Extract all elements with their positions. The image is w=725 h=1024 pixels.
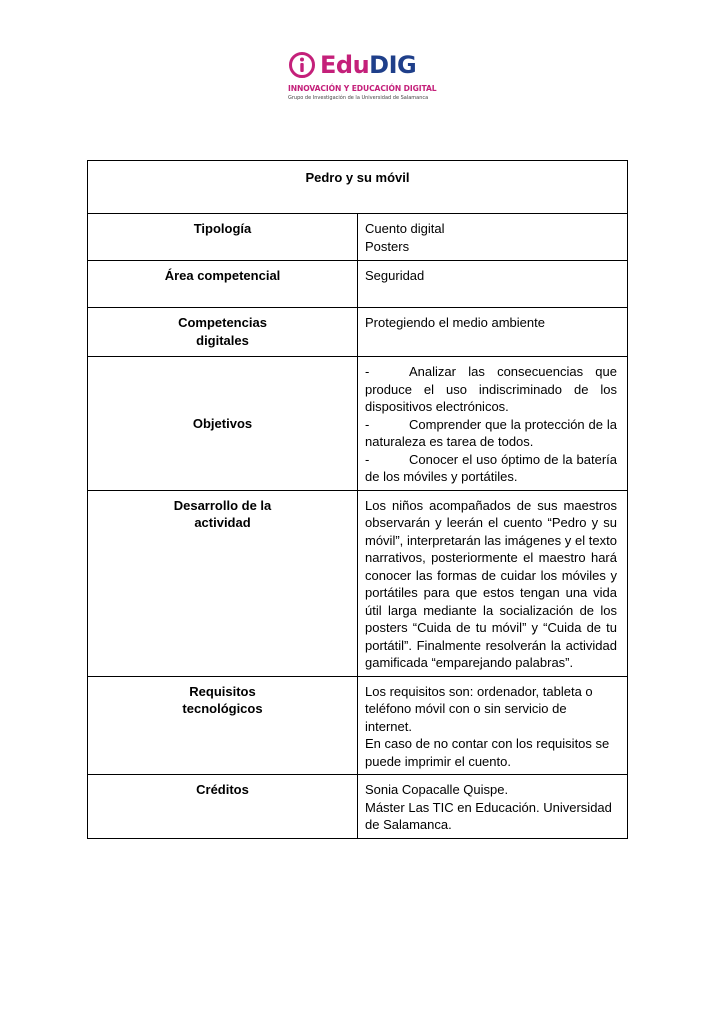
objective-item: - Comprender que la protección de la naturaleza es tarea de todos. — [365, 416, 617, 449]
row-label — [88, 490, 358, 676]
logo-wordmark — [320, 51, 416, 79]
info-circle-icon — [288, 51, 316, 79]
row-area — [88, 261, 628, 308]
label-line: Desarrollo de la — [173, 497, 272, 513]
logo-brand-dig: DIG — [369, 51, 417, 79]
content-line: Sonia Copacalle Quispe. — [365, 782, 509, 797]
title-row — [88, 161, 628, 214]
objective-text: Conocer el uso óptimo de la batería de los móviles y portátiles. — [365, 451, 617, 484]
row-content — [358, 775, 628, 839]
row-desarrollo — [88, 490, 628, 676]
row-label — [88, 676, 358, 775]
content-line: Protegiendo el medio ambiente — [365, 315, 545, 330]
row-label — [88, 308, 358, 357]
row-label: Objetivos — [88, 357, 358, 491]
row-objetivos — [88, 357, 628, 491]
row-label: Créditos — [88, 775, 358, 839]
content-paragraph: Los requisitos son: ordenador, tableta o teléfono móvil con o sin servicio de internet. — [365, 683, 593, 734]
activity-title: Pedro y su móvil — [88, 161, 628, 214]
logo-brand-edu: Edu — [320, 51, 370, 79]
edudig-logo — [288, 50, 438, 110]
label-line: Competencias — [178, 315, 267, 330]
content-line: Seguridad — [365, 268, 425, 283]
row-competencias — [88, 308, 628, 357]
content-line: Posters — [365, 238, 410, 254]
label-line: Requisitos — [189, 683, 256, 699]
row-content: Los niños acompañados de sus maestros observarán y leerán el cuento “Pedro y su móvil”, interpretarán las imágenes y el texto narrativos, posteriormente el maestro hará conocer las formas de cuidar los móviles y portátiles para que estos tengan una vida útil larga mediante la socialización de los posters “Cuida de tu móvil” y “Cuida de tu portátil”. Finalmente resolverán la actividad gamificada “emparejando palabras”. — [358, 490, 628, 676]
row-content — [358, 214, 628, 261]
label-line: digitales — [196, 332, 249, 348]
objective-text: Comprender que la protección de la naturaleza es tarea de todos. — [365, 416, 617, 449]
row-creditos — [88, 775, 628, 839]
content-paragraph: En caso de no contar con los requisitos se puede imprimir el cuento. — [365, 736, 610, 769]
objective-item: - Analizar las consecuencias que produce el uso indiscriminado de los dispositivos electrónicos. — [365, 364, 617, 414]
activity-table — [87, 160, 628, 839]
logo-subtitle: Grupo de Investigación de la Universidad de Salamanca — [288, 95, 429, 101]
objective-item: - Conocer el uso óptimo de la batería de los móviles y portátiles. — [365, 451, 617, 484]
row-content — [358, 308, 628, 357]
row-content — [358, 676, 628, 775]
row-label: Tipología — [88, 214, 358, 261]
objective-text: Analizar las consecuencias que produce el uso indiscriminado de los dispositivos electrónicos. — [365, 364, 617, 414]
label-line: tecnológicos — [182, 701, 263, 716]
row-content — [358, 357, 628, 491]
row-tipologia — [88, 214, 628, 261]
content-line: Cuento digital — [365, 221, 445, 236]
content-line: Máster Las TIC en Educación. Universidad de Salamanca. — [365, 799, 612, 832]
row-requisitos — [88, 676, 628, 775]
row-content — [358, 261, 628, 308]
row-label: Área competencial — [88, 261, 358, 308]
label-line: actividad — [194, 515, 251, 530]
logo-tagline: INNOVACIÓN Y EDUCACIÓN DIGITAL — [288, 84, 437, 93]
